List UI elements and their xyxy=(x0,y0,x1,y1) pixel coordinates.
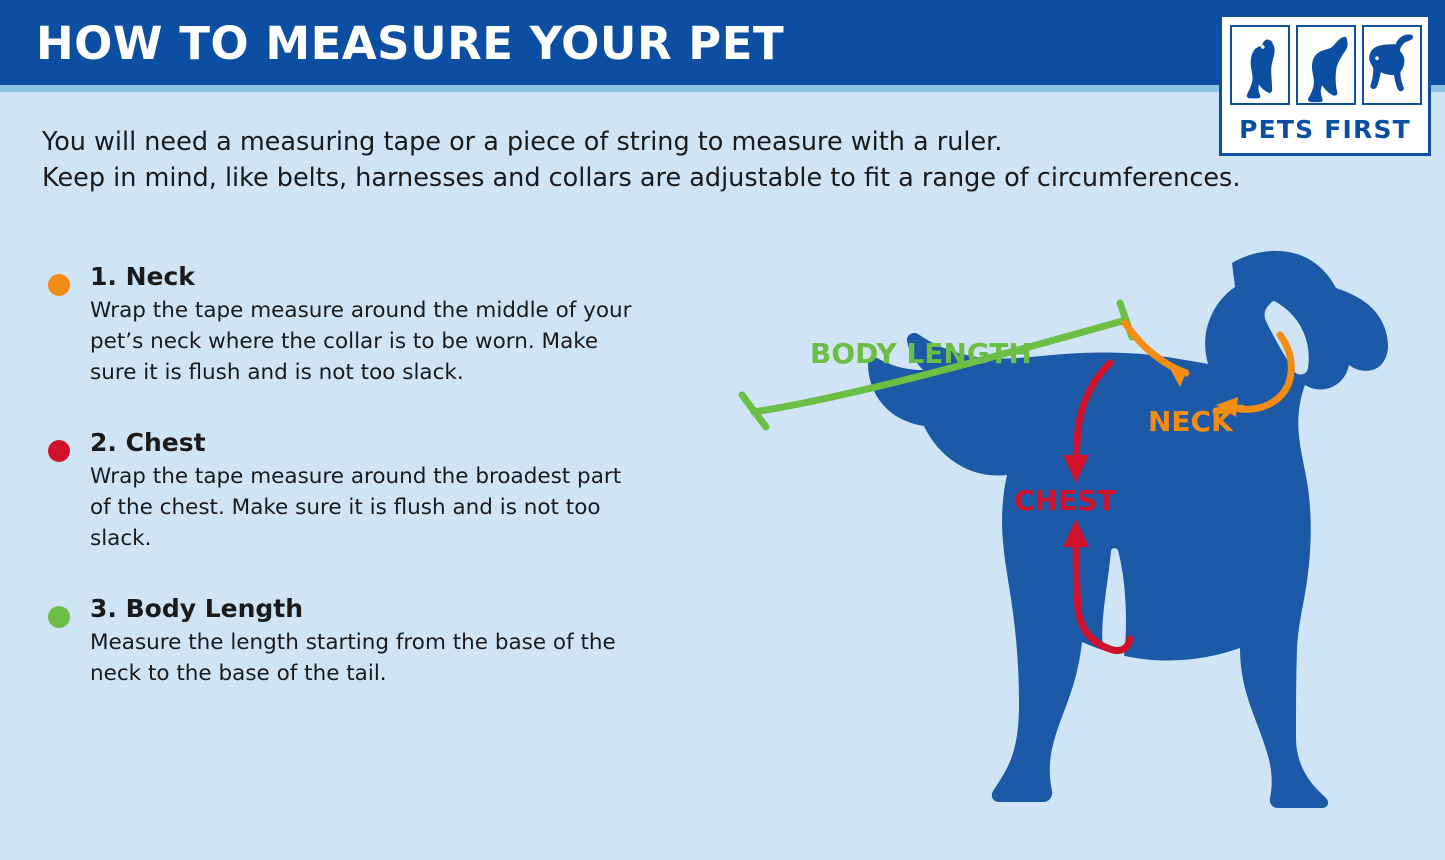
logo-icon-row xyxy=(1230,25,1422,105)
step-neck-body: Wrap the tape measure around the middle of your pet’s neck where the collar is to be worn. Make sure it is flush and is not too slack. xyxy=(90,298,632,385)
bottom-strip xyxy=(0,855,1445,860)
steps-list xyxy=(40,262,640,729)
step-body-length xyxy=(40,594,640,689)
neck-label: NECK xyxy=(1148,405,1233,438)
intro-line-1: You will need a measuring tape or a piece of string to measure with a ruler. xyxy=(42,127,1003,157)
dog-howling-silhouette-icon xyxy=(1296,25,1356,105)
step-neck-bullet-icon xyxy=(48,274,70,296)
dog-measurement-diagram xyxy=(620,215,1430,860)
step-body-length-body: Measure the length starting from the base of the neck to the base of the tail. xyxy=(90,630,616,686)
dog-sitting-silhouette-icon xyxy=(1230,25,1290,105)
intro-text xyxy=(42,124,1302,196)
body-length-label: BODY LENGTH xyxy=(810,337,1032,370)
logo-brand-text: PETS FIRST xyxy=(1239,115,1411,144)
step-neck-title: 1. Neck xyxy=(90,262,195,291)
chest-label: CHEST xyxy=(1014,484,1117,517)
step-chest-body: Wrap the tape measure around the broadest part of the chest. Make sure it is flush and is not too slack. xyxy=(90,464,622,551)
step-chest-bullet-icon xyxy=(48,440,70,462)
dog-standing-silhouette-icon xyxy=(1362,25,1422,105)
page-title: HOW TO MEASURE YOUR PET xyxy=(36,17,785,70)
step-chest xyxy=(40,428,640,554)
step-body-length-bullet-icon xyxy=(48,606,70,628)
intro-line-2: Keep in mind, like belts, harnesses and collars are adjustable to fit a range of circumferences. xyxy=(42,163,1241,193)
step-neck xyxy=(40,262,640,388)
step-chest-title: 2. Chest xyxy=(90,428,206,457)
step-body-length-title: 3. Body Length xyxy=(90,594,304,623)
